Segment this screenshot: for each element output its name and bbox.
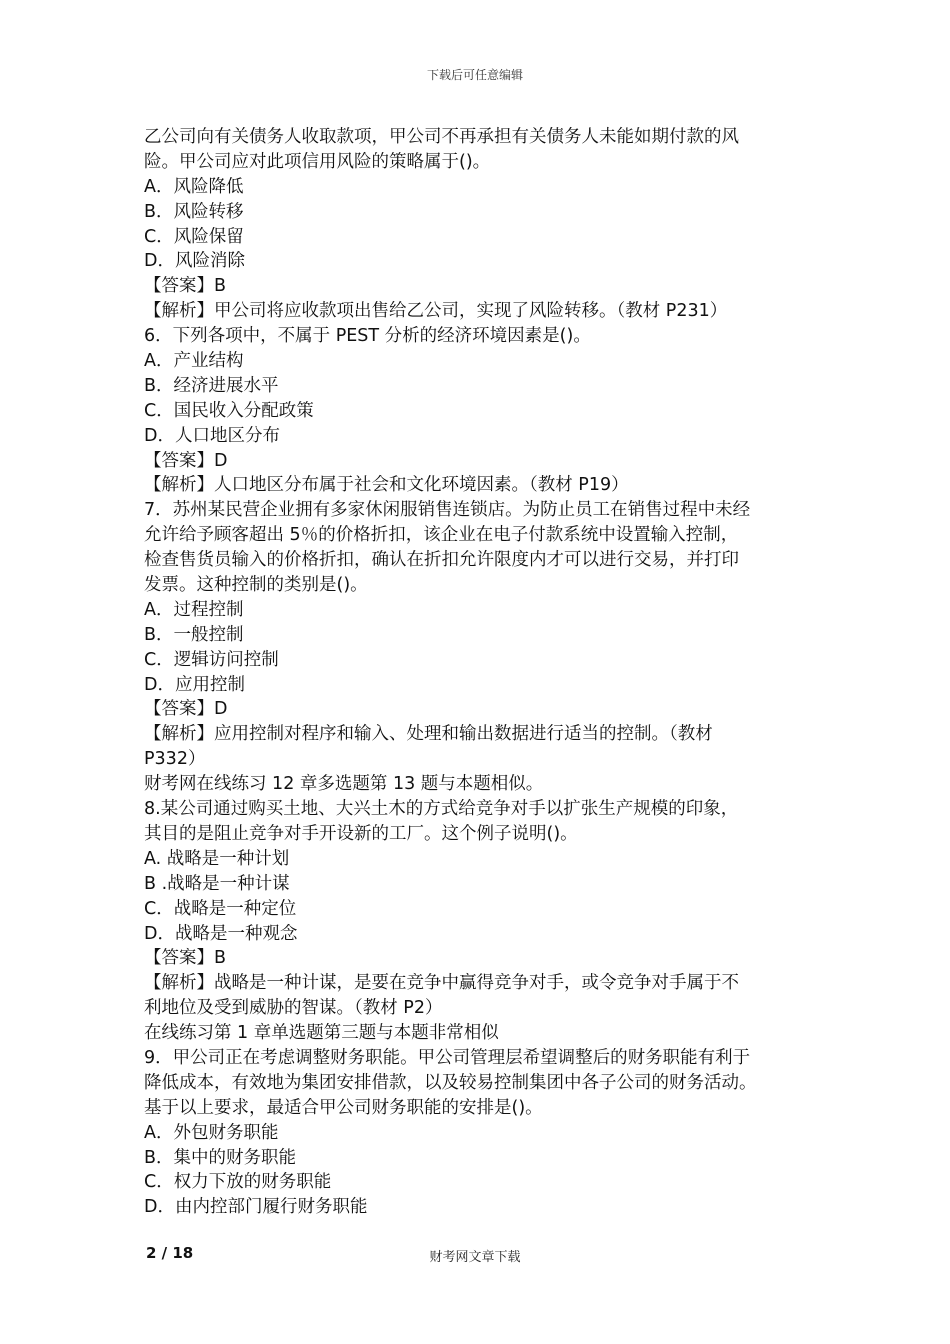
text-line: D．应用控制 [144, 674, 245, 695]
text-line: D．人口地区分布 [144, 425, 280, 446]
text-line: 9．甲公司正在考虑调整财务职能。甲公司管理层希望调整后的财务职能有利于 [144, 1047, 751, 1068]
text-line: 【答案】D [144, 699, 228, 720]
text-line: B．风险转移 [144, 201, 244, 222]
text-line: P332） [144, 749, 206, 770]
text-line: 【答案】B [144, 948, 227, 969]
text-line: A．风险降低 [144, 176, 244, 197]
text-line: 降低成本，有效地为集团安排借款，以及较易控制集团中各子公司的财务活动。 [144, 1072, 757, 1093]
text-line: B .战略是一种计谋 [144, 873, 290, 894]
text-line: 【解析】甲公司将应收款项出售给乙公司，实现了风险转移。（教材 P231） [144, 301, 728, 322]
text-line: D．由内控部门履行财务职能 [144, 1197, 368, 1218]
text-line: 基于以上要求，最适合甲公司财务职能的安排是()。 [144, 1097, 543, 1118]
text-line: C．权力下放的财务职能 [144, 1172, 332, 1193]
text-line: D．风险消除 [144, 251, 245, 272]
text-line: 【答案】D [144, 450, 228, 471]
text-line: A．外包财务职能 [144, 1122, 279, 1143]
text-line: 财考网在线练习 12 章多选题第 13 题与本题相似。 [144, 774, 544, 795]
document-body [144, 125, 824, 1220]
text-line: 利地位及受到威胁的智谋。（教材 P2） [144, 998, 443, 1019]
text-line: 【解析】战略是一种计谋，是要在竞争中赢得竞争对手，或令竞争对手属于不 [144, 973, 739, 994]
text-line: D．战略是一种观念 [144, 923, 298, 944]
text-line: A．产业结构 [144, 351, 244, 372]
page-header: 下载后可任意编辑 [426, 68, 523, 82]
text-line: C．国民收入分配政策 [144, 400, 314, 421]
page-footer: 财考网文章下载 [429, 1250, 521, 1265]
text-line: A．过程控制 [144, 599, 244, 620]
text-line: 允许给予顾客超出 5％的价格折扣，该企业在电子付款系统中设置输入控制， [144, 525, 739, 546]
text-line: 【解析】人口地区分布属于社会和文化环境因素。（教材 P19） [144, 475, 629, 496]
text-line: 检查售货员输入的价格折扣，确认在折扣允许限度内才可以进行交易，并打印 [144, 550, 739, 571]
text-line: A. 战略是一种计划 [144, 848, 290, 869]
text-line: 7．苏州某民营企业拥有多家休闲服销售连锁店。为防止员工在销售过程中未经 [144, 500, 751, 521]
text-line: 乙公司向有关债务人收取款项，甲公司不再承担有关债务人未能如期付款的风 [144, 127, 739, 147]
text-line: 【解析】应用控制对程序和输入、处理和输出数据进行适当的控制。（教材 [144, 724, 713, 745]
text-line: 8.某公司通过购买土地、大兴土木的方式给竞争对手以扩张生产规模的印象， [144, 799, 739, 820]
text-line: 其目的是阻止竞争对手开设新的工厂。这个例子说明()。 [144, 823, 578, 844]
text-line: B．集中的财务职能 [144, 1147, 297, 1168]
text-line: B．经济进展水平 [144, 375, 279, 396]
text-line: 发票。这种控制的类别是()。 [144, 575, 368, 596]
text-line: 险。甲公司应对此项信用风险的策略属于()。 [144, 151, 491, 172]
page-number: 2 / 18 [146, 1244, 194, 1262]
text-line: C．风险保留 [144, 226, 244, 247]
text-line: 【答案】B [144, 276, 227, 297]
text-line: 6．下列各项中，不属于 PEST 分析的经济环境因素是()。 [144, 326, 591, 347]
text-line: C．逻辑访问控制 [144, 649, 279, 670]
text-line: C．战略是一种定位 [144, 898, 297, 919]
text-line: B．一般控制 [144, 624, 244, 645]
text-line: 在线练习第 1 章单选题第三题与本题非常相似 [144, 1023, 499, 1044]
